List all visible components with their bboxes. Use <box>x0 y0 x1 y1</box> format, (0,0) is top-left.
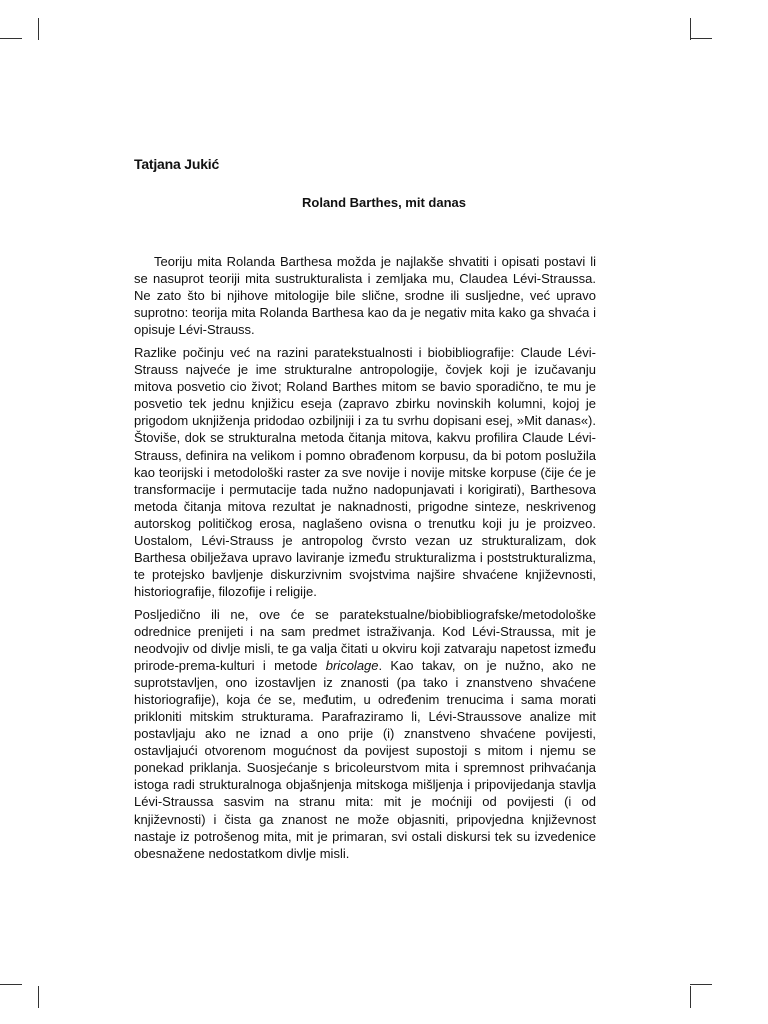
paragraph-text: . Kao takav, on je nužno, ako ne suprotstavljen, ono izostavljen iz znanosti (pa tako i znanstveno shvaćene historiografije), koja će se, međutim, u određenim trenucima i sama morati prikloniti mitskim strukturama. Parafraziramo li, Lévi-Straussove analize mit postavljaju ako ne iznad a ono prije (i) znanstveno shvaćene povijesti, ostavljajući otvorenom mogućnost da povijest supostoji s mitom i njemu se ponekad priklanja. Suosjećanje s bricoleurstvom mita i spremnost prihvaćanja istoga radi strukturalnoga objašnjenja mitskoga mišljenja i pripovijedanja stavlja Lévi-Straussa sasvim na stranu mita: mit je moćniji od povijesti (i od književnosti) i čista ga znanost ne može objasniti, pripovjedna književnost nastaje iz potrošenog mita, mit je primaran, svi ostali diskursi tek su izvedenice obesnažene nedostatkom divlje misli. <box>134 658 596 861</box>
paragraph: Razlike počinju već na razini paratekstualnosti i biobibliografije: Claude Lévi-Strauss najveće je ime strukturalne antropologije, čovjek koji je izučavanju mitova posvetio cio život; Roland Barthes mitom se bavio sporadično, te mu je posvetio tek jednu knjižicu eseja (zapravo zbirku novinskih kolumni, kojoj je prigodom uknjiženja pridodao ozbiljniji i za tu svrhu dopisani esej, »Mit danas«). Štoviše, dok se strukturalna metoda čitanja mitova, kakvu profilira Claude Lévi-Strauss, definira na velikom i pomno obrađenom korpusu, da bi potom poslužila kao teorijski i metodološki raster za sve novije i novije mitske korpuse (čije će je transformacije i permutacije tada nužno nadopunjavati i korigirati), Barthesova metoda čitanja mitova rezultat je naknadnosti, prigodne sinteze, neskrivenog autorskog političkog erosa, naglašeno ovisna o trenutku koji ju je proizveo. Uostalom, Lévi-Strauss je antropolog čvrsto vezan uz strukturalizam, dok Barthesa obilježava upravo laviranje između strukturalizma i poststrukturalizma, te protejsko bavljenje diskurzivnim svojstvima najšire shvaćene književnosti, historiografije, filozofije i religije. <box>134 345 596 599</box>
crop-mark <box>690 18 691 40</box>
crop-mark <box>0 984 22 985</box>
crop-mark <box>0 38 22 39</box>
crop-mark <box>690 984 712 985</box>
author-name: Tatjana Jukić <box>134 156 220 172</box>
paragraph <box>134 606 596 862</box>
article-body <box>134 253 596 868</box>
crop-mark <box>38 986 39 1008</box>
paragraph: Teoriju mita Rolanda Barthesa možda je najlakše shvatiti i opisati postavi li se nasuprot teoriji mita sustrukturalista i zemljaka mu, Claudea Lévi-Straussa. Ne zato što bi njihove mitologije bile slične, srodne ili susljedne, već upravo suprotno: teorija mita Rolanda Barthesa kao da je negativ mita kako ga shvaća i opisuje Lévi-Strauss. <box>134 254 596 338</box>
article-title: Roland Barthes, mit danas <box>302 195 466 210</box>
emphasized-term: bricolage <box>325 658 379 674</box>
paragraph-text: Posljedično ili ne, ove će se paratekstualne/biobibliografske/metodološke odrednice prenijeti i na sam predmet istraživanja. Kod Lévi-Straussa, mit je neodvojiv od divlje misli, te ga valja čitati u okviru koji zatvaraju napetost između prirode-prema-kulturi i metode <box>134 606 596 674</box>
crop-mark <box>38 18 39 40</box>
crop-mark <box>690 38 712 39</box>
crop-mark <box>690 986 691 1008</box>
